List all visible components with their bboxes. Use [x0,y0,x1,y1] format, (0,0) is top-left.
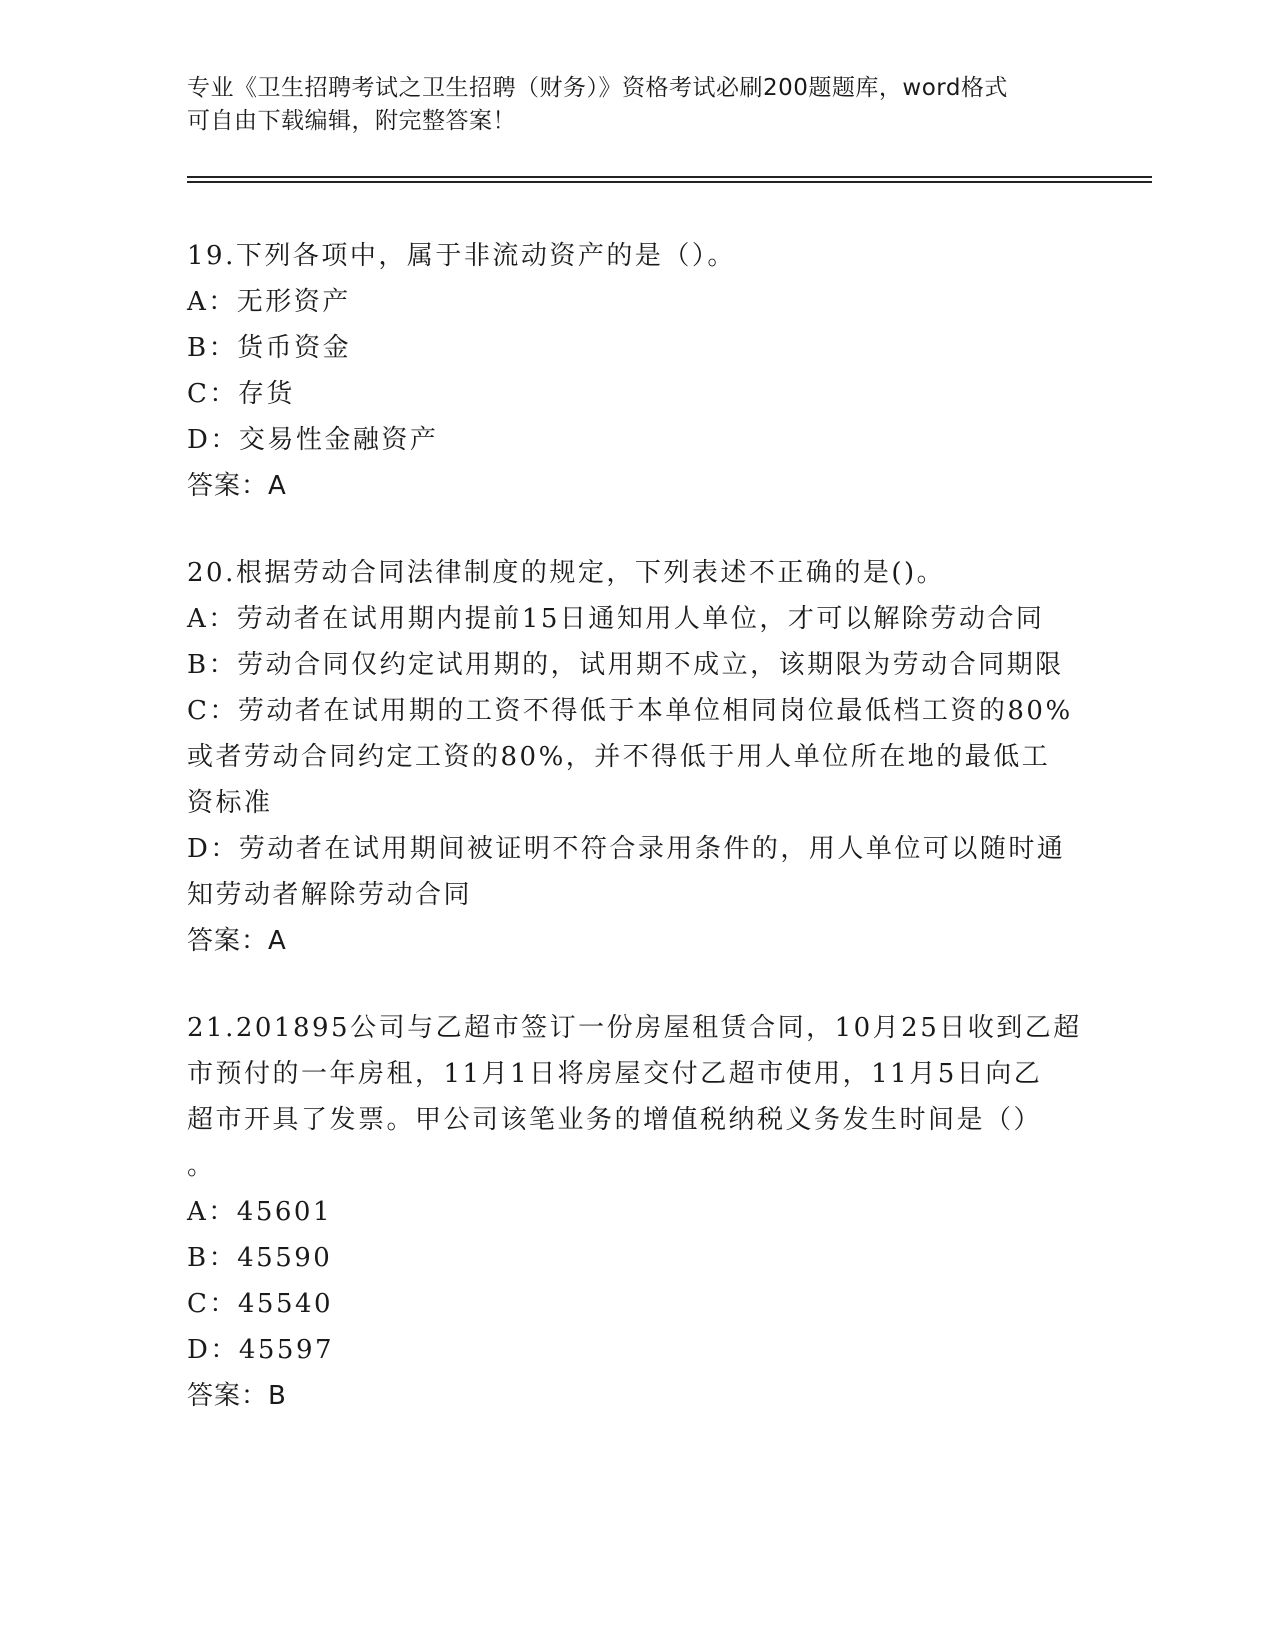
option-a: A：无形资产 [187,287,351,317]
option-c-line-3: 资标准 [187,788,273,818]
question-stem: 19.下列各项中，属于非流动资产的是（）。 [187,241,736,271]
option-b: B：45590 [187,1243,333,1273]
option-c-line-1: C：劳动者在试用期的工资不得低于本单位相同岗位最低档工资的80% [187,696,1073,726]
question-stem-line-2: 市预付的一年房租，11月1日将房屋交付乙超市使用，11月5日向乙 [187,1059,1043,1089]
option-b: B：货币资金 [187,333,352,363]
question-21 [187,1005,1087,1419]
question-stem-line-1: 21.201895公司与乙超市签订一份房屋租赁合同，10月25日收到乙超 [187,1013,1082,1043]
question-stem-line-4: 。 [187,1151,216,1181]
option-b: B：劳动合同仅约定试用期的，试用期不成立，该期限为劳动合同期限 [187,650,1064,680]
header-line-1: 专业《卫生招聘考试之卫生招聘（财务）》资格考试必刷200题题库，word格式 [187,75,1008,101]
header-divider-top [187,176,1152,178]
option-c-line-2: 或者劳动合同约定工资的80%，并不得低于用人单位所在地的最低工 [187,742,1051,772]
option-a: A：45601 [187,1197,332,1227]
answer-label: 答案：B [187,1381,287,1411]
document-header [187,72,1067,138]
option-d-line-2: 知劳动者解除劳动合同 [187,880,473,910]
header-divider-bottom [187,181,1152,183]
option-d: D：交易性金融资产 [187,425,439,455]
header-line-2: 可自由下载编辑，附完整答案！ [187,108,516,134]
answer-label: 答案：A [187,471,287,501]
option-d: D：45597 [187,1335,335,1365]
question-stem: 20.根据劳动合同法律制度的规定，下列表述不正确的是()。 [187,558,946,588]
option-d-line-1: D：劳动者在试用期间被证明不符合录用条件的，用人单位可以随时通 [187,834,1066,864]
option-a: A：劳动者在试用期内提前15日通知用人单位，才可以解除劳动合同 [187,604,1045,634]
question-19 [187,233,1087,509]
option-c: C：存货 [187,379,295,409]
option-c: C：45540 [187,1289,334,1319]
answer-label: 答案：A [187,926,287,956]
question-20 [187,550,1087,964]
question-stem-line-3: 超市开具了发票。甲公司该笔业务的增值税纳税义务发生时间是（） [187,1105,1043,1135]
